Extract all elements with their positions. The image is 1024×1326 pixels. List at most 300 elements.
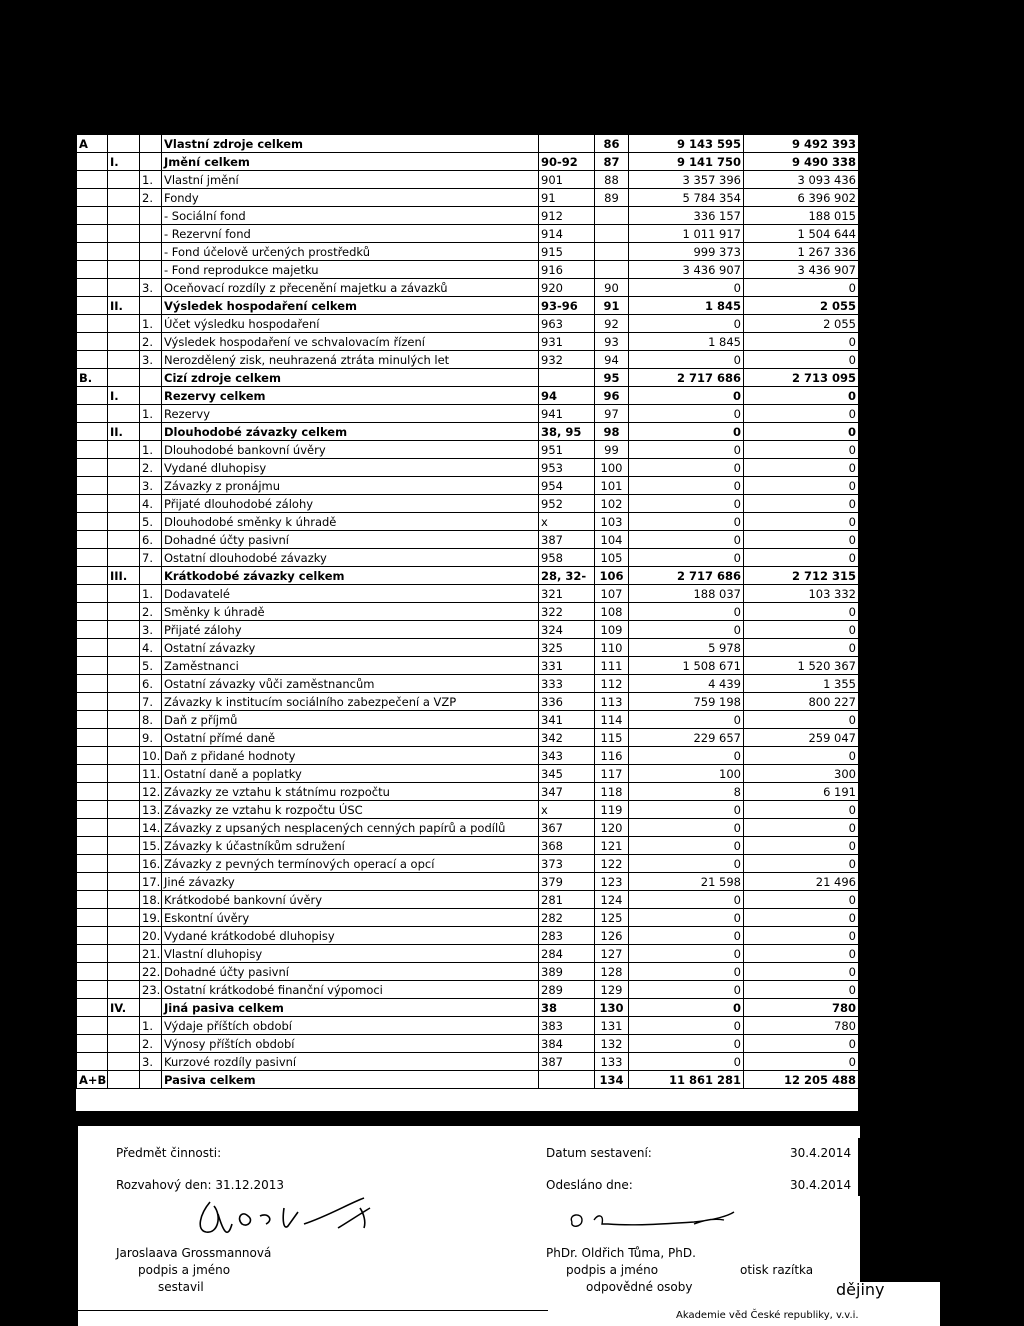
account-cell: 325 [539,639,595,657]
item-label-cell: Vydané dluhopisy [162,459,539,477]
group-cell [108,531,140,549]
group-cell [108,207,140,225]
current-period-cell: 759 198 [629,693,744,711]
section-cell [77,657,108,675]
item-number-cell [140,423,162,441]
group-cell [108,225,140,243]
account-cell: 951 [539,441,595,459]
previous-period-cell: 0 [744,1053,859,1071]
section-cell [77,909,108,927]
group-cell [108,711,140,729]
group-cell [108,135,140,153]
row-number-cell [595,225,629,243]
account-cell: 954 [539,477,595,495]
previous-period-cell: 2 712 315 [744,567,859,585]
item-label-cell: - Fond účelově určených prostředků [162,243,539,261]
account-cell: 958 [539,549,595,567]
row-number-cell: 111 [595,657,629,675]
item-label-cell: Ostatní závazky [162,639,539,657]
current-period-cell: 0 [629,387,744,405]
current-period-cell: 0 [629,909,744,927]
account-cell: 379 [539,873,595,891]
section-cell [77,279,108,297]
section-cell [77,225,108,243]
row-number-cell: 98 [595,423,629,441]
datum-sestaveni-label: Datum sestavení: [546,1146,652,1160]
row-number-cell: 96 [595,387,629,405]
current-period-cell: 0 [629,801,744,819]
group-cell [108,585,140,603]
group-cell [108,261,140,279]
section-cell [77,1035,108,1053]
institution-stamp [676,1280,940,1326]
previous-period-cell: 12 205 488 [744,1071,859,1089]
row-number-cell: 102 [595,495,629,513]
current-period-cell: 0 [629,963,744,981]
current-period-cell: 2 717 686 [629,567,744,585]
group-cell [108,837,140,855]
item-label-cell: Zaměstnanci [162,657,539,675]
table-row [77,423,859,441]
section-cell [77,441,108,459]
previous-period-cell: 0 [744,639,859,657]
section-cell [77,837,108,855]
stamp-line-2: Akademie věd České republiky, v.v.i. [676,1310,859,1321]
previous-period-cell: 0 [744,819,859,837]
current-period-cell: 0 [629,441,744,459]
previous-period-cell: 0 [744,621,859,639]
section-cell [77,333,108,351]
item-label-cell: Jiné závazky [162,873,539,891]
account-cell: 389 [539,963,595,981]
table-row [77,225,859,243]
item-label-cell: Krátkodobé bankovní úvěry [162,891,539,909]
odpovedna-name: PhDr. Oldřich Tůma, PhD. [546,1246,696,1260]
row-number-cell: 97 [595,405,629,423]
previous-period-cell: 1 355 [744,675,859,693]
account-cell: 367 [539,819,595,837]
item-label-cell: Daň z příjmů [162,711,539,729]
group-cell [108,315,140,333]
item-label-cell: Pasiva celkem [162,1071,539,1089]
previous-period-cell: 0 [744,423,859,441]
row-number-cell: 90 [595,279,629,297]
section-cell [77,315,108,333]
group-cell [108,1071,140,1089]
group-cell [108,981,140,999]
item-number-cell: 17. [140,873,162,891]
group-cell [108,603,140,621]
group-cell [108,639,140,657]
previous-period-cell: 0 [744,387,859,405]
previous-period-cell: 0 [744,531,859,549]
item-label-cell: - Fond reprodukce majetku [162,261,539,279]
section-cell [77,549,108,567]
account-cell: 384 [539,1035,595,1053]
signature-tuma [564,1206,744,1236]
previous-period-cell: 0 [744,981,859,999]
item-number-cell: 1. [140,315,162,333]
group-cell [108,801,140,819]
previous-period-cell: 0 [744,711,859,729]
group-cell [108,495,140,513]
current-period-cell: 0 [629,999,744,1017]
current-period-cell: 0 [629,531,744,549]
account-cell: 347 [539,783,595,801]
group-cell [108,675,140,693]
item-number-cell: 19. [140,909,162,927]
item-label-cell: Závazky z pevných termínových operací a opcí [162,855,539,873]
row-number-cell: 129 [595,981,629,999]
section-cell [77,459,108,477]
table-row [77,819,859,837]
table-row [77,693,859,711]
table-row [77,333,859,351]
item-label-cell: Směnky k úhradě [162,603,539,621]
group-cell [108,819,140,837]
item-number-cell: 1. [140,1017,162,1035]
table-row [77,765,859,783]
previous-period-cell: 9 492 393 [744,135,859,153]
account-cell: 90-92 [539,153,595,171]
item-number-cell [140,225,162,243]
previous-period-cell: 0 [744,801,859,819]
current-period-cell: 11 861 281 [629,1071,744,1089]
current-period-cell: 0 [629,855,744,873]
item-number-cell [140,261,162,279]
table-row [77,963,859,981]
current-period-cell: 0 [629,819,744,837]
row-number-cell: 99 [595,441,629,459]
row-number-cell: 115 [595,729,629,747]
table-row [77,675,859,693]
item-number-cell: 3. [140,351,162,369]
item-number-cell: 6. [140,531,162,549]
section-cell [77,405,108,423]
item-number-cell: 4. [140,639,162,657]
item-label-cell: Závazky k účastníkům sdružení [162,837,539,855]
group-cell [108,279,140,297]
current-period-cell: 4 439 [629,675,744,693]
item-number-cell [140,135,162,153]
previous-period-cell: 0 [744,1035,859,1053]
row-number-cell [595,261,629,279]
previous-period-cell: 0 [744,747,859,765]
item-label-cell: Dlouhodobé závazky celkem [162,423,539,441]
item-label-cell: Nerozdělený zisk, neuhrazená ztráta minulých let [162,351,539,369]
item-label-cell: Vlastní zdroje celkem [162,135,539,153]
table-row [77,495,859,513]
account-cell: x [539,801,595,819]
section-cell [77,585,108,603]
table-row [77,801,859,819]
section-cell [77,387,108,405]
previous-period-cell: 259 047 [744,729,859,747]
row-number-cell: 120 [595,819,629,837]
account-cell [539,135,595,153]
section-cell [77,1053,108,1071]
account-cell: 345 [539,765,595,783]
section-cell [77,729,108,747]
item-number-cell [140,1071,162,1089]
row-number-cell: 103 [595,513,629,531]
current-period-cell: 9 143 595 [629,135,744,153]
item-label-cell: Eskontní úvěry [162,909,539,927]
item-label-cell: Vydané krátkodobé dluhopisy [162,927,539,945]
current-period-cell: 0 [629,477,744,495]
previous-period-cell: 103 332 [744,585,859,603]
account-cell: x [539,513,595,531]
table-row [77,369,859,387]
current-period-cell: 1 011 917 [629,225,744,243]
account-cell: 321 [539,585,595,603]
balance-sheet [76,134,858,1111]
current-period-cell: 0 [629,405,744,423]
group-cell [108,189,140,207]
group-cell [108,333,140,351]
previous-period-cell: 0 [744,891,859,909]
table-row [77,1053,859,1071]
group-cell [108,1053,140,1071]
row-number-cell: 108 [595,603,629,621]
current-period-cell: 0 [629,981,744,999]
account-cell: 94 [539,387,595,405]
account-cell: 341 [539,711,595,729]
table-row [77,351,859,369]
account-cell: 915 [539,243,595,261]
table-row [77,657,859,675]
group-cell [108,243,140,261]
item-label-cell: Výdaje příštích období [162,1017,539,1035]
section-cell [77,675,108,693]
current-period-cell: 8 [629,783,744,801]
group-cell [108,693,140,711]
table-row [77,261,859,279]
item-label-cell: Cizí zdroje celkem [162,369,539,387]
previous-period-cell: 780 [744,1017,859,1035]
account-cell: 333 [539,675,595,693]
group-cell [108,729,140,747]
account-cell: 931 [539,333,595,351]
previous-period-cell: 2 055 [744,297,859,315]
table-row [77,441,859,459]
table-row [77,927,859,945]
previous-period-cell: 800 227 [744,693,859,711]
account-cell: 941 [539,405,595,423]
item-number-cell: 14. [140,819,162,837]
table-row [77,189,859,207]
item-label-cell: Ostatní závazky vůči zaměstnancům [162,675,539,693]
row-number-cell: 123 [595,873,629,891]
group-cell [108,891,140,909]
row-number-cell: 114 [595,711,629,729]
previous-period-cell: 3 436 907 [744,261,859,279]
item-label-cell: Přijaté zálohy [162,621,539,639]
current-period-cell: 0 [629,945,744,963]
row-number-cell: 95 [595,369,629,387]
previous-period-cell: 0 [744,279,859,297]
account-cell: 93-96 [539,297,595,315]
current-period-cell: 0 [629,495,744,513]
group-cell [108,549,140,567]
group-cell [108,1017,140,1035]
item-number-cell: 20. [140,927,162,945]
datum-sestaveni-value: 30.4.2014 [790,1146,852,1160]
current-period-cell: 0 [629,315,744,333]
current-period-cell: 5 978 [629,639,744,657]
item-number-cell: 3. [140,1053,162,1071]
row-number-cell: 122 [595,855,629,873]
item-label-cell: Přijaté dlouhodobé zálohy [162,495,539,513]
section-cell [77,153,108,171]
group-cell [108,909,140,927]
current-period-cell: 229 657 [629,729,744,747]
current-period-cell: 0 [629,279,744,297]
table-row [77,891,859,909]
item-label-cell: Závazky z upsaných nesplacených cenných papírů a podílů [162,819,539,837]
current-period-cell: 0 [629,747,744,765]
table-row [77,603,859,621]
section-cell [77,927,108,945]
row-number-cell: 128 [595,963,629,981]
group-cell [108,369,140,387]
current-period-cell: 3 357 396 [629,171,744,189]
section-cell [77,171,108,189]
item-number-cell: 7. [140,693,162,711]
group-cell [108,927,140,945]
footer-border [858,1138,860,1196]
balance-table [76,134,859,1089]
item-label-cell: Závazky ze vztahu k státnímu rozpočtu [162,783,539,801]
table-row [77,297,859,315]
group-cell [108,351,140,369]
table-row [77,585,859,603]
account-cell: 953 [539,459,595,477]
item-label-cell: Účet výsledku hospodaření [162,315,539,333]
row-number-cell: 127 [595,945,629,963]
current-period-cell: 0 [629,621,744,639]
account-cell: 289 [539,981,595,999]
row-number-cell: 118 [595,783,629,801]
current-period-cell: 0 [629,711,744,729]
section-cell: A [77,135,108,153]
item-label-cell: Dlouhodobé bankovní úvěry [162,441,539,459]
section-cell [77,351,108,369]
item-label-cell: Ostatní dlouhodobé závazky [162,549,539,567]
item-number-cell: 9. [140,729,162,747]
previous-period-cell: 0 [744,855,859,873]
group-cell [108,441,140,459]
item-label-cell: - Rezervní fond [162,225,539,243]
account-cell: 284 [539,945,595,963]
section-cell [77,621,108,639]
account-cell [539,1071,595,1089]
item-number-cell: 1. [140,585,162,603]
item-number-cell: 5. [140,513,162,531]
item-number-cell: 3. [140,279,162,297]
group-cell [108,783,140,801]
row-number-cell: 110 [595,639,629,657]
stamp-line-1: dějiny [836,1280,885,1299]
razitko-label: otisk razítka [740,1263,814,1277]
item-number-cell: 3. [140,477,162,495]
item-label-cell: Výnosy příštích období [162,1035,539,1053]
account-cell: 283 [539,927,595,945]
section-cell [77,243,108,261]
item-number-cell [140,207,162,225]
table-row [77,1017,859,1035]
item-label-cell: Závazky z pronájmu [162,477,539,495]
group-cell [108,765,140,783]
item-number-cell: 2. [140,189,162,207]
footer-bottom-line [78,1310,548,1311]
item-number-cell: 2. [140,459,162,477]
previous-period-cell: 2 055 [744,315,859,333]
previous-period-cell: 780 [744,999,859,1017]
previous-period-cell: 0 [744,549,859,567]
section-cell [77,855,108,873]
account-cell: 368 [539,837,595,855]
section-cell [77,873,108,891]
row-number-cell: 104 [595,531,629,549]
item-label-cell: Rezervy celkem [162,387,539,405]
current-period-cell: 1 845 [629,297,744,315]
item-label-cell: Dohadné účty pasivní [162,531,539,549]
account-cell: 914 [539,225,595,243]
group-cell [108,459,140,477]
section-cell [77,423,108,441]
item-label-cell: Jiná pasiva celkem [162,999,539,1017]
previous-period-cell: 0 [744,351,859,369]
section-cell [77,603,108,621]
group-cell [108,171,140,189]
previous-period-cell: 0 [744,459,859,477]
table-row [77,243,859,261]
row-number-cell: 119 [595,801,629,819]
odpovedna-caption-1: podpis a jméno [566,1263,659,1277]
item-number-cell: 21. [140,945,162,963]
previous-period-cell: 0 [744,837,859,855]
row-number-cell: 113 [595,693,629,711]
row-number-cell [595,207,629,225]
row-number-cell: 101 [595,477,629,495]
item-label-cell: Oceňovací rozdíly z přecenění majetku a závazků [162,279,539,297]
previous-period-cell: 21 496 [744,873,859,891]
previous-period-cell: 0 [744,495,859,513]
current-period-cell: 0 [629,603,744,621]
item-number-cell: 5. [140,657,162,675]
section-cell [77,999,108,1017]
section-cell [77,513,108,531]
account-cell: 901 [539,171,595,189]
section-cell [77,477,108,495]
row-number-cell: 106 [595,567,629,585]
section-cell [77,207,108,225]
account-cell: 373 [539,855,595,873]
account-cell: 387 [539,1053,595,1071]
section-cell: A+B [77,1071,108,1089]
current-period-cell: 5 784 354 [629,189,744,207]
current-period-cell: 0 [629,513,744,531]
current-period-cell: 999 373 [629,243,744,261]
section-cell [77,261,108,279]
previous-period-cell: 6 191 [744,783,859,801]
row-number-cell: 130 [595,999,629,1017]
item-label-cell: Krátkodobé závazky celkem [162,567,539,585]
item-label-cell: Závazky ze vztahu k rozpočtu ÚSC [162,801,539,819]
account-cell: 920 [539,279,595,297]
group-cell: II. [108,423,140,441]
